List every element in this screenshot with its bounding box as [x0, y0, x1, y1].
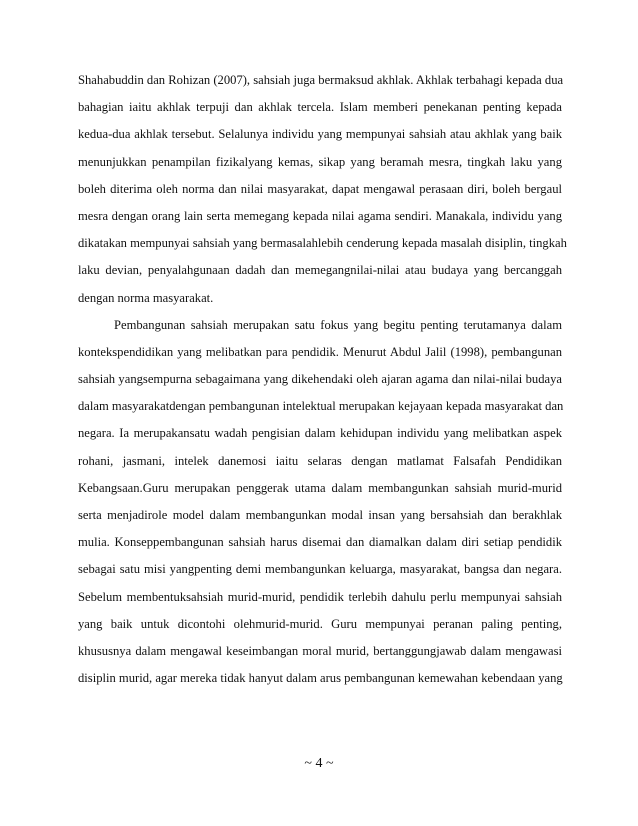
- body-text: [78, 67, 567, 692]
- text-line-16: Kebangsaan.Guru merupakan penggerak utama dalam membangunkan sahsiah murid-murid: [78, 480, 562, 495]
- text-line-8: laku devian, penyalahgunaan dadah dan memegangnilai-nilai atau budaya yang bercanggah: [78, 263, 562, 278]
- text-line-23: disiplin murid, agar mereka tidak hanyut dalam arus pembangunan kemewahan kebendaan yang: [78, 671, 563, 686]
- text-line-18: mulia. Konseppembangunan sahsiah harus disemai dan diamalkan dalam diri setiap pendidik: [78, 535, 562, 550]
- text-line-7: dikatakan mempunyai sahsiah yang bermasalahlebih cenderung kepada masalah disiplin, tingkah: [78, 236, 567, 251]
- text-line-1: Shahabuddin dan Rohizan (2007), sahsiah juga bermaksud akhlak. Akhlak terbahagi kepada dua: [78, 73, 564, 87]
- text-line-15: rohani, jasmani, intelek danemosi iaitu selaras dengan matlamat Falsafah Pendidikan: [78, 453, 562, 468]
- page-number: ~ 4 ~: [304, 756, 334, 771]
- text-line-4: menunjukkan penampilan fizikalyang kemas, sikap yang beramah mesra, tingkah laku yang: [78, 154, 562, 169]
- text-line-12: sahsiah yangsempurna sebagaimana yang dikehendaki oleh ajaran agama dan nilai-nilai budaya: [78, 372, 562, 387]
- text-line-11: kontekspendidikan yang melibatkan para pendidik. Menurut Abdul Jalil (1998), pembangunan: [78, 344, 562, 359]
- text-line-22: khususnya dalam mengawal keseimbangan moral murid, bertanggungjawab dalam mengawasi: [78, 643, 562, 658]
- text-line-17: serta menjadirole model dalam membangunkan modal insan yang bersahsiah dan berakhlak: [78, 508, 562, 522]
- text-line-13: dalam masyarakatdengan pembangunan intelektual merupakan kejayaan kepada masyarakat dan: [78, 399, 564, 414]
- text-line-19: sebagai satu misi yangpenting demi membangunkan keluarga, masyarakat, bangsa dan negara.: [78, 562, 562, 577]
- text-line-2: bahagian iaitu akhlak terpuji dan akhlak tercela. Islam memberi penekanan penting kepada: [78, 100, 562, 115]
- text-line-9: dengan norma masyarakat.: [78, 290, 214, 305]
- text-line-3: kedua-dua akhlak tersebut. Selalunya individu yang mempunyai sahsiah atau akhlak yang baik: [78, 127, 562, 142]
- text-line-14: negara. Ia merupakansatu wadah pengisian dalam kehidupan individu yang melibatkan aspek: [78, 426, 562, 441]
- text-line-21: yang baik untuk dicontohi olehmurid-murid. Guru mempunyai peranan paling penting,: [78, 616, 562, 631]
- text-line-20: Sebelum membentuksahsiah murid-murid, pendidik terlebih dahulu perlu mempunyai sahsiah: [78, 589, 562, 604]
- text-line-10: Pembangunan sahsiah merupakan satu fokus yang begitu penting terutamanya dalam: [114, 317, 562, 332]
- text-line-5: boleh diterima oleh norma dan nilai masyarakat, dapat mengawal perasaan diri, boleh bergaul: [78, 181, 562, 196]
- text-line-6: mesra dengan orang lain serta memegang kepada nilai agama sendiri. Manakala, individu yang: [78, 208, 562, 223]
